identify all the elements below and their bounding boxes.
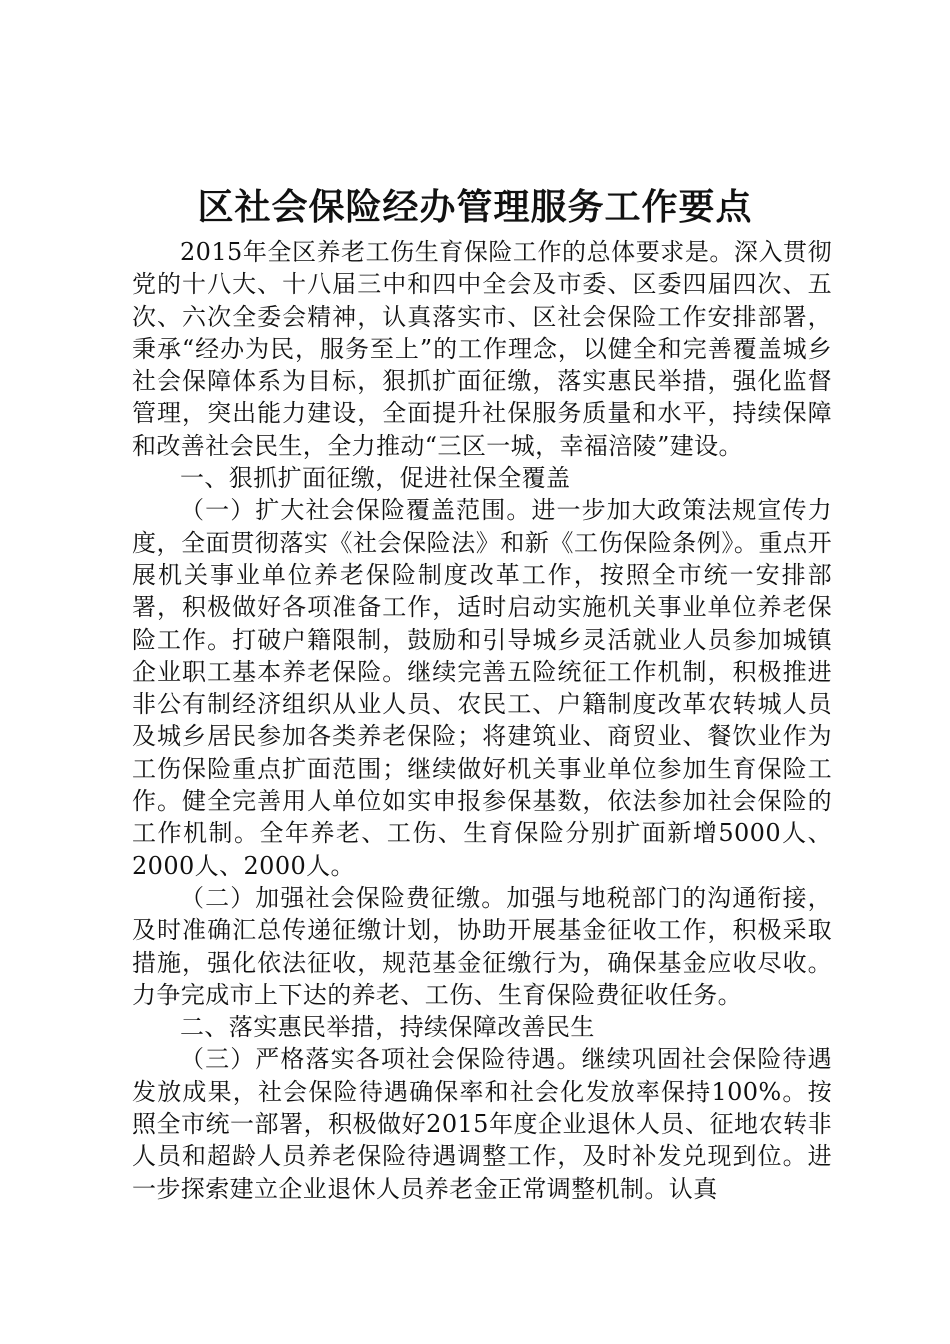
paragraph-item-2: （二）加强社会保险费征缴。加强与地税部门的沟通衔接，及时准确汇总传递征缴计划，协助开展基金征收工作，积极采取措施，强化依法征收，规范基金征缴行为，确保基金应收尽收。力争完成市上下达的养老、工伤、生育保险费征收任务。 xyxy=(132,883,832,1009)
section-heading-1: 一、狠抓扩面征缴，促进社保全覆盖 xyxy=(180,464,571,493)
document-title: 区社会保险经办管理服务工作要点 xyxy=(197,187,753,228)
paragraph-item-1: （一）扩大社会保险覆盖范围。进一步加大政策法规宣传力度，全面贯彻落实《社会保险法》和新《工伤保险条例》。重点开展机关事业单位养老保险制度改革工作，按照全市统一安排部署，积极做好各项准备工作，适时启动实施机关事业单位养老保险工作。打破户籍限制，鼓励和引导城乡灵活就业人员参加城镇企业职工基本养老保险。继续完善五险统征工作机制，积极推进非公有制经济组织从业人员、农民工、户籍制度改革农转城人员及城乡居民参加各类养老保险；将建筑业、商贸业、餐饮业作为工伤保险重点扩面范围；继续做好机关事业单位参加生育保险工作。健全完善用人单位如实申报参保基数，依法参加社会保险的工作机制。全年养老、工伤、生育保险分别扩面新增5000人、2000人、2000人。 xyxy=(132,496,832,880)
document-body xyxy=(132,236,832,1205)
paragraph-item-3: （三）严格落实各项社会保险待遇。继续巩固社会保险待遇发放成果，社会保险待遇确保率和社会化发放率保持100%。按照全市统一部署，积极做好2015年度企业退休人员、征地农转非人员和超龄人员养老保险待遇调整工作，及时补发兑现到位。进一步探索建立企业退休人员养老金正常调整机制。认真 xyxy=(132,1045,832,1203)
paragraph-overall-requirements: 2015年全区养老工伤生育保险工作的总体要求是。深入贯彻党的十八大、十八届三中和四中全会及市委、区委四届四次、五次、六次全委会精神，认真落实市、区社会保险工作安排部署，秉承“经办为民，服务至上”的工作理念，以健全和完善覆盖城乡社会保障体系为目标，狠抓扩面征缴，落实惠民举措，强化监督管理，突出能力建设，全面提升社保服务质量和水平，持续保障和改善社会民生，全力推动“三区一城，幸福涪陵”建设。 xyxy=(132,238,832,460)
section-heading-2: 二、落实惠民举措，持续保障改善民生 xyxy=(180,1013,595,1042)
